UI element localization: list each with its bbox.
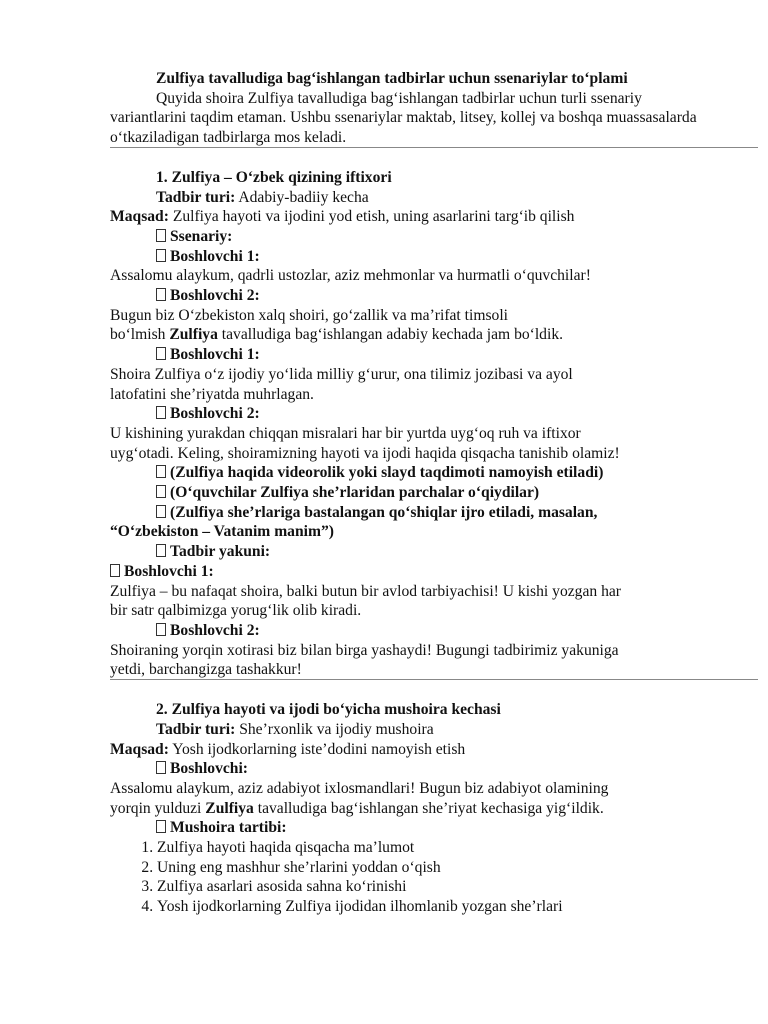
missing-glyph-icon xyxy=(156,623,166,636)
missing-glyph-icon xyxy=(156,761,166,774)
speaker-label: Boshlovchi: xyxy=(110,759,710,779)
speaker-line: Assalomu alaykum, qadrli ustozlar, aziz mehmonlar va hurmatli o‘quvchilar! xyxy=(110,267,591,285)
missing-glyph-icon xyxy=(156,465,166,478)
event-type-label: Tadbir turi: xyxy=(156,188,236,206)
section-2-event-type xyxy=(110,720,710,740)
purpose-value: Zulfiya hayoti va ijodini yod etish, uning asarlarini targ‘ib qilish xyxy=(172,208,575,226)
section-1-purpose xyxy=(110,207,710,227)
program-list xyxy=(110,838,710,917)
missing-glyph-icon xyxy=(156,288,166,301)
speaker-label: Boshlovchi 2: xyxy=(110,286,710,306)
section-1-event-type xyxy=(110,188,710,208)
program-heading: Mushoira tartibi: xyxy=(110,818,710,838)
scenario-heading: Ssenariy: xyxy=(110,227,710,247)
speaker-line: U kishining yurakdan chiqqan misralari har bir yurtda uyg‘oq ruh va iftixor uyg‘otadi. Keling, shoiramizning hayoti va ijodi haqida qisqacha tanishib olamiz! xyxy=(110,424,620,462)
speaker-label: Boshlovchi 2: xyxy=(110,621,710,641)
section-1-heading: 1. Zulfiya – O‘zbek qizining iftixori xyxy=(156,168,392,186)
document-body xyxy=(110,69,710,917)
speaker-line: Assalomu alaykum, aziz adabiyot ixlosmandlari! Bugun biz adabiyot olamining yorqin yulduzi Zulfiya tavalludiga bag‘ishlangan she’riyat kechasiga yig‘ildik. xyxy=(110,779,609,817)
missing-glyph-icon xyxy=(156,820,166,833)
missing-glyph-icon xyxy=(156,544,166,557)
speaker-label: Boshlovchi 2: xyxy=(110,404,710,424)
speaker-line: Shoiraning yorqin xotirasi biz bilan birga yashaydi! Bugungi tadbirimiz yakuniga yetdi, barchangizga tashakkur! xyxy=(110,641,619,679)
speaker-label: Boshlovchi 1: xyxy=(110,562,710,582)
list-item: 4. Yosh ijodkorlarning Zulfiya ijodidan ilhomlanib yozgan she’rlari xyxy=(157,897,710,917)
purpose-label: Maqsad: xyxy=(110,740,169,758)
stage-direction: (Zulfiya she’rlariga bastalangan qo‘shiqlar ijro etiladi, masalan, xyxy=(110,503,710,523)
event-type-value: She’rxonlik va ijodiy mushoira xyxy=(239,720,434,738)
list-item: 2. Uning eng mashhur she’rlarini yoddan o‘qish xyxy=(157,858,710,878)
section-divider xyxy=(110,147,758,148)
event-type-label: Tadbir turi: xyxy=(156,720,236,738)
speaker-line: Shoira Zulfiya o‘z ijodiy yo‘lida milliy g‘urur, ona tilimiz jozibasi va ayol latofatini she’riyatda muhrlagan. xyxy=(110,365,573,403)
list-item: 1. Zulfiya hayoti haqida qisqacha ma’lumot xyxy=(157,838,710,858)
stage-direction: (Zulfiya haqida videorolik yoki slayd taqdimoti namoyish etiladi) xyxy=(110,463,710,483)
event-ending-heading: Tadbir yakuni: xyxy=(110,542,710,562)
section-2-heading: 2. Zulfiya hayoti va ijodi bo‘yicha mushoira kechasi xyxy=(156,701,501,719)
missing-glyph-icon xyxy=(110,564,120,577)
missing-glyph-icon xyxy=(156,229,166,242)
purpose-label: Maqsad: xyxy=(110,208,169,226)
missing-glyph-icon xyxy=(156,249,166,262)
speaker-line: Zulfiya – bu nafaqat shoira, balki butun bir avlod tarbiyachisi! U kishi yozgan har bir satr qalbimizga yorug‘lik olib kiradi. xyxy=(110,582,621,620)
section-divider xyxy=(110,679,758,680)
intro-paragraph: Quyida shoira Zulfiya tavalludiga bag‘ishlangan tadbirlar uchun turli ssenariy variantlarini taqdim etaman. Ushbu ssenariylar maktab, litsey, kollej va boshqa muassasalarda o‘tkaziladigan tadbirlarga mos keladi. xyxy=(110,89,697,147)
purpose-value: Yosh ijodkorlarning iste’dodini namoyish etish xyxy=(172,740,466,758)
document-title: Zulfiya tavalludiga bag‘ishlangan tadbirlar uchun ssenariylar to‘plami xyxy=(156,70,628,87)
missing-glyph-icon xyxy=(156,485,166,498)
missing-glyph-icon xyxy=(156,406,166,419)
speaker-line: Bugun biz O‘zbekiston xalq shoiri, go‘zallik va ma’rifat timsoli bo‘lmish Zulfiya tavalludiga bag‘ishlangan adabiy kechada jam bo‘ldik. xyxy=(110,306,564,344)
stage-direction-continued: “O‘zbekiston – Vatanim manim”) xyxy=(110,523,334,541)
event-type-value: Adabiy-badiiy kecha xyxy=(238,188,369,206)
missing-glyph-icon xyxy=(156,505,166,518)
section-2-purpose xyxy=(110,740,710,760)
speaker-label: Boshlovchi 1: xyxy=(110,345,710,365)
stage-direction: (O‘quvchilar Zulfiya she’rlaridan parchalar o‘qiydilar) xyxy=(110,483,710,503)
list-item: 3. Zulfiya asarlari asosida sahna ko‘rinishi xyxy=(157,877,710,897)
missing-glyph-icon xyxy=(156,347,166,360)
speaker-label: Boshlovchi 1: xyxy=(110,247,710,267)
